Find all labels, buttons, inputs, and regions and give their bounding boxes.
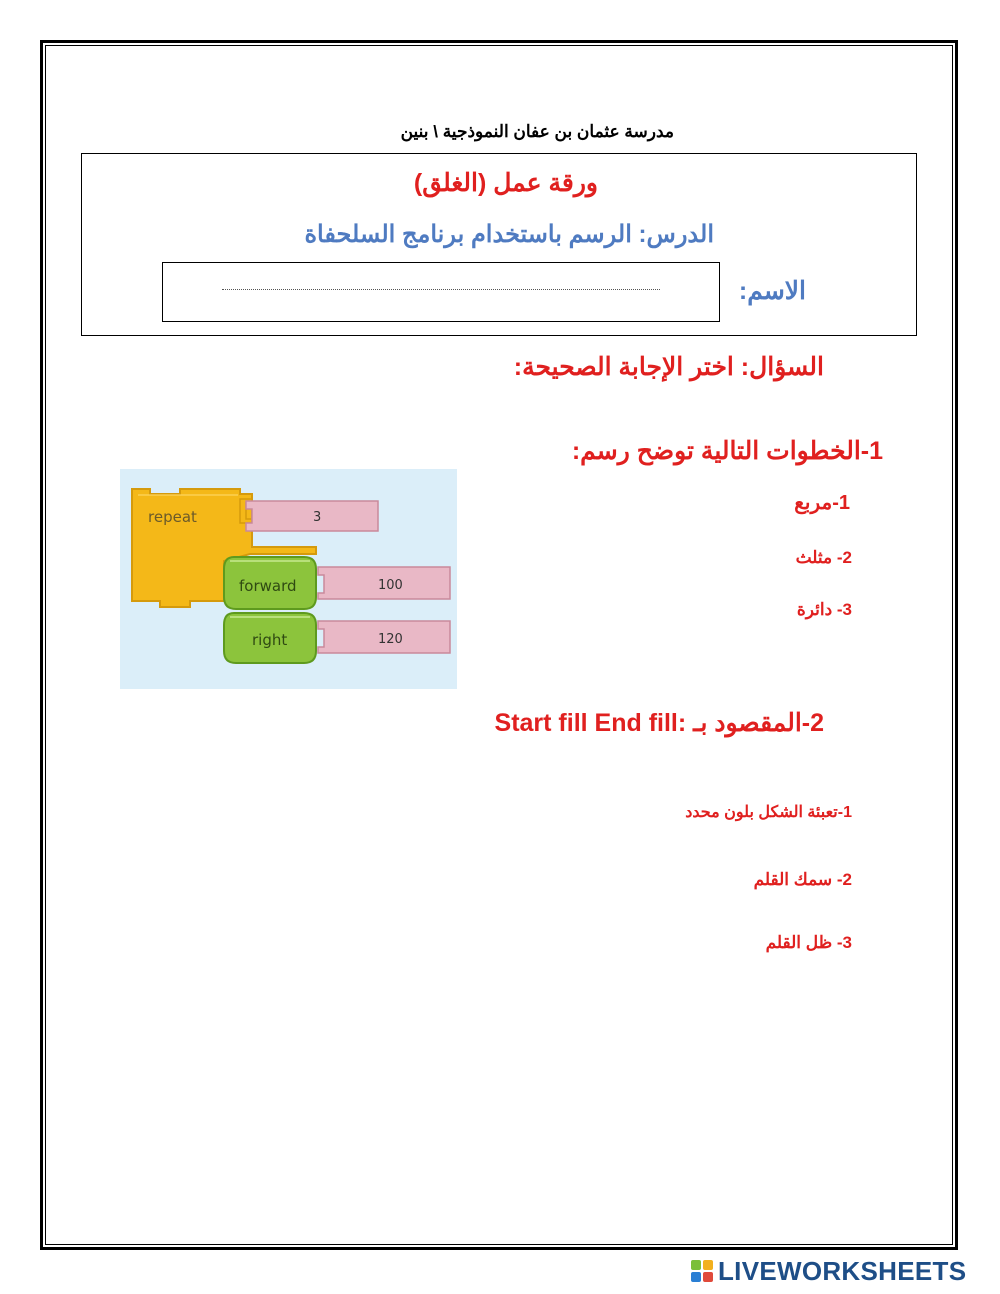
liveworksheets-logo-icon <box>691 1260 713 1282</box>
q2-option-2[interactable]: 2- سمك القلم <box>753 870 852 889</box>
repeat-label: repeat <box>148 508 197 526</box>
right-label: right <box>252 631 288 649</box>
repeat-value: 3 <box>313 510 322 525</box>
name-label: الاسم: <box>738 277 806 305</box>
q1-option-2[interactable]: 2- مثلث <box>795 548 852 567</box>
right-value: 120 <box>378 632 403 647</box>
name-input[interactable] <box>162 262 720 322</box>
question-2-text: 2-المقصود بـ :Start fill End fill <box>494 709 824 737</box>
liveworksheets-brand <box>691 1256 966 1286</box>
worksheet-title: ورقة عمل (الغلق) <box>413 169 598 197</box>
question-2 <box>495 708 824 738</box>
q1-option-1[interactable]: 1-مربع <box>794 492 850 514</box>
forward-label: forward <box>239 577 297 595</box>
question-1: 1-الخطوات التالية توضح رسم: <box>571 437 883 465</box>
name-dotted-line <box>222 279 660 290</box>
lesson-title: الدرس: الرسم باستخدام برنامج السلحفاة <box>304 221 714 248</box>
q2-option-3[interactable]: 3- ظل القلم <box>765 933 852 952</box>
question-instruction: السؤال: اختر الإجابة الصحيحة: <box>513 353 824 381</box>
q1-option-3[interactable]: 3- دائرة <box>796 600 852 619</box>
q2-option-1[interactable]: 1-تعبئة الشكل بلون محدد <box>685 804 852 821</box>
brand-text: LIVEWORKSHEETS <box>718 1255 967 1286</box>
school-name: مدرسة عثمان بن عفان النموذجية \ بنين <box>400 122 674 141</box>
turtle-code-blocks-image <box>120 469 457 689</box>
forward-value: 100 <box>378 578 403 593</box>
repeat-value-slot <box>246 501 378 531</box>
